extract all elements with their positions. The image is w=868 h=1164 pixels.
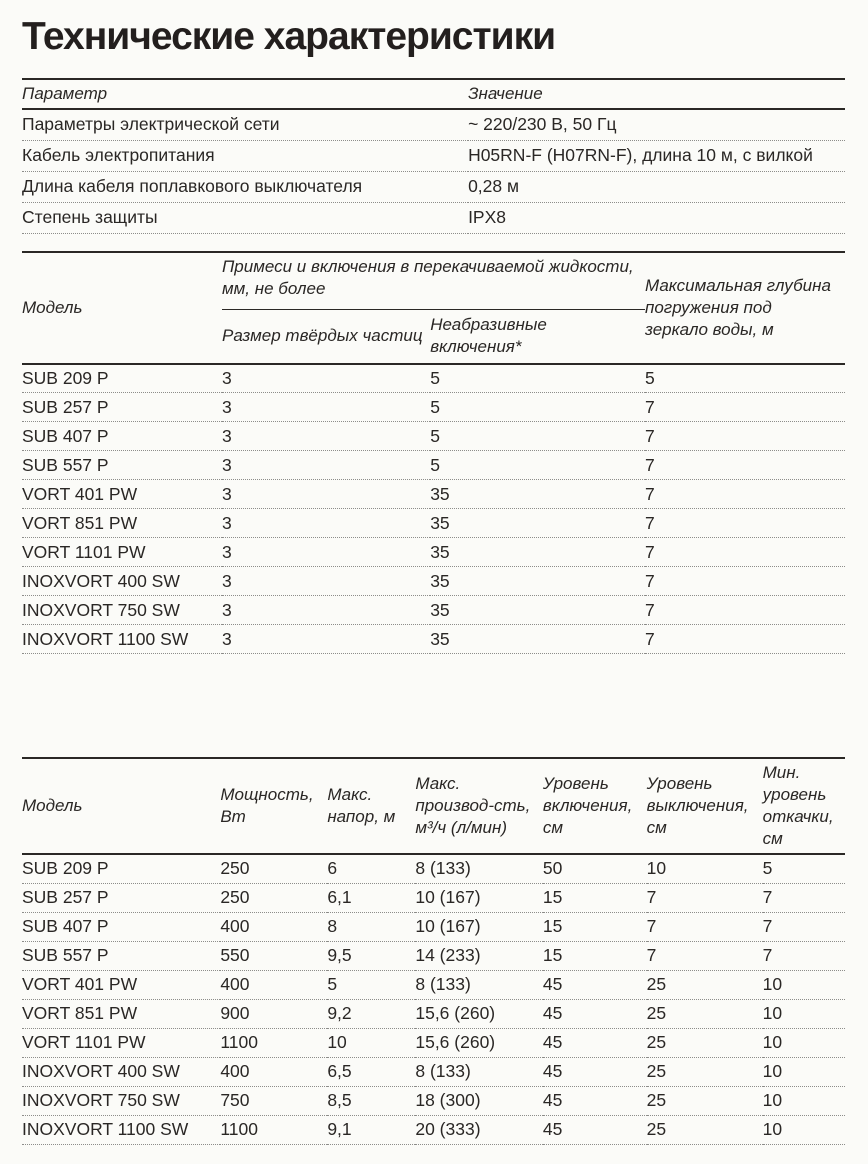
- table-row: [22, 393, 845, 422]
- min-pump-level-cell: 10: [763, 1115, 845, 1144]
- table-row: [22, 567, 845, 596]
- on-level-column-header: Уровень включения, см: [543, 758, 647, 854]
- max-head-column-header: Макс. напор, м: [327, 758, 415, 854]
- off-level-cell: 7: [647, 883, 763, 912]
- on-level-cell: 15: [543, 912, 647, 941]
- particle-size-cell: 3: [222, 422, 430, 451]
- max-head-cell: 10: [327, 1028, 415, 1057]
- table-row: [22, 1028, 845, 1057]
- table-row: [22, 854, 845, 883]
- model-cell: INOXVORT 1100 SW: [22, 625, 222, 654]
- model-cell: SUB 209 P: [22, 364, 222, 393]
- power-cell: 550: [220, 941, 327, 970]
- non-abrasive-column-header: Неабразивные включения*: [430, 310, 645, 364]
- model-cell: INOXVORT 1100 SW: [22, 1115, 220, 1144]
- power-cell: 400: [220, 1057, 327, 1086]
- parameter-column-header: Параметр: [22, 79, 468, 109]
- non-abrasive-cell: 5: [430, 364, 645, 393]
- max-flow-cell: 8 (133): [415, 970, 543, 999]
- max-depth-cell: 7: [645, 451, 845, 480]
- non-abrasive-cell: 35: [430, 509, 645, 538]
- table-row: [22, 1057, 845, 1086]
- value-column-header: Значение: [468, 79, 845, 109]
- max-depth-cell: 7: [645, 596, 845, 625]
- model-column-header: Модель: [22, 252, 222, 364]
- performance-table: [22, 757, 845, 1145]
- header-row: [22, 79, 845, 109]
- min-pump-level-cell: 7: [763, 941, 845, 970]
- power-cell: 400: [220, 912, 327, 941]
- non-abrasive-cell: 35: [430, 567, 645, 596]
- max-flow-cell: 18 (300): [415, 1086, 543, 1115]
- min-pump-level-cell: 5: [763, 854, 845, 883]
- particle-size-cell: 3: [222, 538, 430, 567]
- off-level-column-header: Уровень выключения, см: [647, 758, 763, 854]
- max-depth-cell: 7: [645, 567, 845, 596]
- max-head-cell: 8,5: [327, 1086, 415, 1115]
- table-row: [22, 364, 845, 393]
- power-cell: 1100: [220, 1115, 327, 1144]
- max-depth-cell: 7: [645, 625, 845, 654]
- on-level-cell: 15: [543, 941, 647, 970]
- on-level-cell: 45: [543, 1115, 647, 1144]
- table-row: [22, 422, 845, 451]
- particle-size-cell: 3: [222, 393, 430, 422]
- model-cell: SUB 209 P: [22, 854, 220, 883]
- off-level-cell: 25: [647, 970, 763, 999]
- model-cell: VORT 851 PW: [22, 999, 220, 1028]
- model-cell: VORT 851 PW: [22, 509, 222, 538]
- max-head-cell: 5: [327, 970, 415, 999]
- particle-size-cell: 3: [222, 451, 430, 480]
- min-pump-level-cell: 7: [763, 912, 845, 941]
- on-level-cell: 15: [543, 883, 647, 912]
- value-cell: IPX8: [468, 202, 845, 233]
- min-pump-level-cell: 7: [763, 883, 845, 912]
- particle-size-cell: 3: [222, 596, 430, 625]
- non-abrasive-cell: 35: [430, 596, 645, 625]
- max-depth-column-header: Максимальная глубина погружения под зеркало воды, м: [645, 252, 845, 364]
- table-row: [22, 451, 845, 480]
- particle-size-cell: 3: [222, 509, 430, 538]
- model-cell: INOXVORT 400 SW: [22, 1057, 220, 1086]
- electrical-table-body: [22, 109, 845, 233]
- model-cell: INOXVORT 400 SW: [22, 567, 222, 596]
- header-row: [22, 758, 845, 854]
- header-group-row: [22, 252, 845, 310]
- off-level-cell: 25: [647, 999, 763, 1028]
- max-head-cell: 6,1: [327, 883, 415, 912]
- min-pump-level-cell: 10: [763, 999, 845, 1028]
- model-cell: VORT 401 PW: [22, 480, 222, 509]
- particle-size-cell: 3: [222, 364, 430, 393]
- parameter-cell: Степень защиты: [22, 202, 468, 233]
- particle-size-cell: 3: [222, 567, 430, 596]
- particle-size-cell: 3: [222, 625, 430, 654]
- table-row: [22, 912, 845, 941]
- on-level-cell: 45: [543, 1086, 647, 1115]
- page-title: Технические характеристики: [22, 15, 556, 58]
- max-head-cell: 9,2: [327, 999, 415, 1028]
- impurities-table: [22, 251, 845, 655]
- on-level-cell: 45: [543, 1028, 647, 1057]
- power-column-header: Мощность, Вт: [220, 758, 327, 854]
- table-row: [22, 109, 845, 140]
- table-row: [22, 202, 845, 233]
- non-abrasive-cell: 5: [430, 393, 645, 422]
- table-row: [22, 999, 845, 1028]
- max-head-cell: 8: [327, 912, 415, 941]
- model-cell: SUB 257 P: [22, 393, 222, 422]
- max-flow-cell: 10 (167): [415, 912, 543, 941]
- model-cell: SUB 407 P: [22, 912, 220, 941]
- table-row: [22, 941, 845, 970]
- model-cell: SUB 557 P: [22, 941, 220, 970]
- value-cell: ~ 220/230 В, 50 Гц: [468, 109, 845, 140]
- model-cell: SUB 407 P: [22, 422, 222, 451]
- parameter-cell: Кабель электропитания: [22, 140, 468, 171]
- max-depth-cell: 7: [645, 509, 845, 538]
- min-pump-level-cell: 10: [763, 970, 845, 999]
- non-abrasive-cell: 35: [430, 538, 645, 567]
- power-cell: 1100: [220, 1028, 327, 1057]
- parameter-cell: Длина кабеля поплавкового выключателя: [22, 171, 468, 202]
- max-flow-cell: 8 (133): [415, 1057, 543, 1086]
- impurities-group-header: Примеси и включения в перекачиваемой жидкости, мм, не более: [222, 252, 645, 310]
- model-column-header: Модель: [22, 758, 220, 854]
- table-row: [22, 509, 845, 538]
- on-level-cell: 45: [543, 1057, 647, 1086]
- model-cell: VORT 1101 PW: [22, 538, 222, 567]
- max-flow-cell: 14 (233): [415, 941, 543, 970]
- non-abrasive-cell: 5: [430, 422, 645, 451]
- max-flow-cell: 15,6 (260): [415, 1028, 543, 1057]
- max-head-cell: 6: [327, 854, 415, 883]
- performance-table-header: [22, 758, 845, 854]
- model-cell: SUB 257 P: [22, 883, 220, 912]
- max-depth-cell: 7: [645, 422, 845, 451]
- model-cell: INOXVORT 750 SW: [22, 1086, 220, 1115]
- table-row: [22, 970, 845, 999]
- table-row: [22, 1115, 845, 1144]
- max-head-cell: 6,5: [327, 1057, 415, 1086]
- performance-table-body: [22, 854, 845, 1144]
- particle-size-column-header: Размер твёрдых частиц: [222, 310, 430, 364]
- off-level-cell: 25: [647, 1115, 763, 1144]
- electrical-parameters-table: [22, 78, 845, 234]
- on-level-cell: 45: [543, 970, 647, 999]
- max-depth-cell: 7: [645, 480, 845, 509]
- value-cell: H05RN-F (H07RN-F), длина 10 м, с вилкой: [468, 140, 845, 171]
- off-level-cell: 7: [647, 912, 763, 941]
- table-row: [22, 171, 845, 202]
- min-pump-level-column-header: Мин. уровень откачки, см: [763, 758, 845, 854]
- max-flow-column-header: Макс. производ-сть, м³/ч (л/мин): [415, 758, 543, 854]
- max-flow-cell: 10 (167): [415, 883, 543, 912]
- model-cell: VORT 1101 PW: [22, 1028, 220, 1057]
- impurities-table-body: [22, 364, 845, 654]
- power-cell: 400: [220, 970, 327, 999]
- parameter-cell: Параметры электрической сети: [22, 109, 468, 140]
- off-level-cell: 10: [647, 854, 763, 883]
- power-cell: 750: [220, 1086, 327, 1115]
- table-row: [22, 538, 845, 567]
- non-abrasive-cell: 5: [430, 451, 645, 480]
- electrical-table-header: [22, 79, 845, 109]
- max-depth-cell: 5: [645, 364, 845, 393]
- max-head-cell: 9,1: [327, 1115, 415, 1144]
- table-row: [22, 596, 845, 625]
- power-cell: 250: [220, 854, 327, 883]
- non-abrasive-cell: 35: [430, 625, 645, 654]
- max-head-cell: 9,5: [327, 941, 415, 970]
- min-pump-level-cell: 10: [763, 1086, 845, 1115]
- max-depth-cell: 7: [645, 538, 845, 567]
- table-row: [22, 1086, 845, 1115]
- on-level-cell: 50: [543, 854, 647, 883]
- max-depth-cell: 7: [645, 393, 845, 422]
- table-row: [22, 140, 845, 171]
- off-level-cell: 25: [647, 1057, 763, 1086]
- min-pump-level-cell: 10: [763, 1028, 845, 1057]
- non-abrasive-cell: 35: [430, 480, 645, 509]
- power-cell: 250: [220, 883, 327, 912]
- min-pump-level-cell: 10: [763, 1057, 845, 1086]
- impurities-table-header: [22, 252, 845, 364]
- particle-size-cell: 3: [222, 480, 430, 509]
- max-flow-cell: 8 (133): [415, 854, 543, 883]
- max-flow-cell: 15,6 (260): [415, 999, 543, 1028]
- off-level-cell: 7: [647, 941, 763, 970]
- power-cell: 900: [220, 999, 327, 1028]
- model-cell: SUB 557 P: [22, 451, 222, 480]
- table-row: [22, 883, 845, 912]
- off-level-cell: 25: [647, 1086, 763, 1115]
- table-row: [22, 625, 845, 654]
- model-cell: VORT 401 PW: [22, 970, 220, 999]
- off-level-cell: 25: [647, 1028, 763, 1057]
- model-cell: INOXVORT 750 SW: [22, 596, 222, 625]
- on-level-cell: 45: [543, 999, 647, 1028]
- value-cell: 0,28 м: [468, 171, 845, 202]
- max-flow-cell: 20 (333): [415, 1115, 543, 1144]
- table-row: [22, 480, 845, 509]
